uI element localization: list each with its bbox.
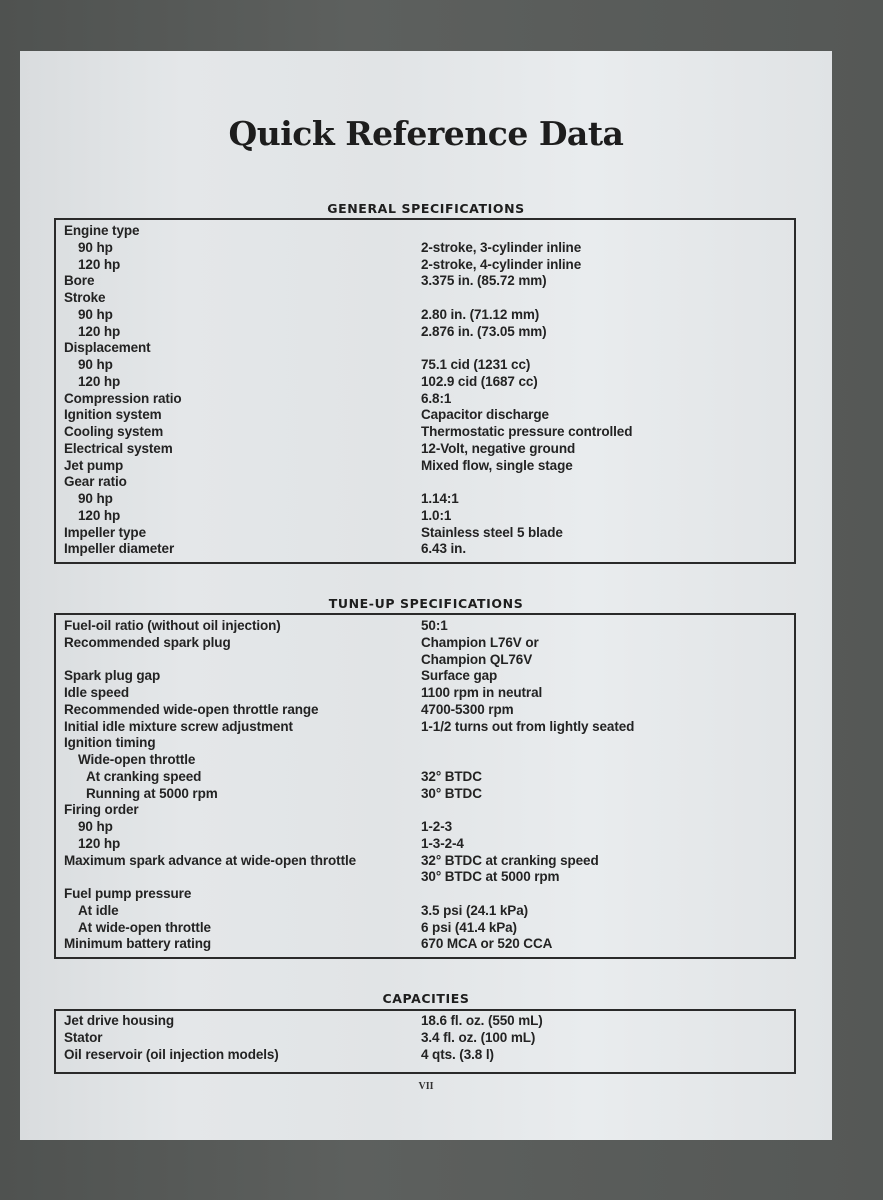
spec-label: 120 hp — [78, 835, 121, 851]
spec-value: 4 qts. (3.8 l) — [421, 1046, 494, 1062]
spec-label: 120 hp — [78, 256, 121, 272]
spec-value: 1-2-3 — [421, 819, 453, 834]
spec-value: 18.6 fl. oz. (550 mL) — [421, 1013, 543, 1028]
spec-label: Idle speed — [64, 685, 130, 700]
spec-value: 1-1/2 turns out from lightly seated — [421, 718, 635, 734]
spec-value: 1.0:1 — [421, 507, 452, 523]
spec-value: Mixed flow, single stage — [421, 457, 573, 473]
spec-value: 1100 rpm in neutral — [421, 685, 543, 700]
spec-label: Fuel pump pressure — [64, 886, 192, 901]
spec-label: Engine type — [64, 223, 140, 238]
general-specifications-table — [54, 218, 796, 564]
spec-value: 4700-5300 rpm — [421, 701, 514, 717]
spec-value: 3.4 fl. oz. (100 mL) — [421, 1029, 536, 1045]
spec-label: Ignition timing — [64, 735, 156, 751]
tune-up-specifications-table — [54, 613, 796, 959]
spec-label: Stator — [64, 1029, 103, 1045]
spec-label: Maximum spark advance at wide-open throttle — [64, 852, 357, 868]
spec-label: Initial idle mixture screw adjustment — [64, 718, 293, 734]
spec-label: Stroke — [64, 290, 106, 305]
spec-label: 90 hp — [78, 239, 113, 255]
spec-label: Minimum battery rating — [64, 936, 212, 952]
spec-value: 2.80 in. (71.12 mm) — [421, 306, 540, 322]
spec-label: Spark plug gap — [64, 668, 161, 684]
spec-value: Champion L76V or — [421, 634, 539, 650]
spec-value: Stainless steel 5 blade — [421, 524, 563, 540]
page-title: Quick Reference Data — [228, 114, 624, 153]
spec-label: At wide-open throttle — [78, 919, 211, 935]
spec-label: 90 hp — [78, 306, 113, 322]
spec-value: 670 MCA or 520 CCA — [421, 936, 553, 952]
spec-value: 50:1 — [421, 618, 448, 633]
spec-label: Jet pump — [64, 457, 124, 473]
spec-value: 3.5 psi (24.1 kPa) — [421, 902, 529, 918]
spec-label: Bore — [64, 273, 95, 289]
spec-value: 1-3-2-4 — [421, 835, 464, 851]
spec-label: Fuel-oil ratio (without oil injection) — [64, 618, 281, 633]
spec-value: Champion QL76V — [421, 651, 533, 667]
capacities-heading: CAPACITIES — [382, 991, 470, 1006]
spec-value: 6 psi (41.4 kPa) — [421, 919, 517, 935]
document-page — [20, 51, 832, 1140]
spec-value: 12-Volt, negative ground — [421, 440, 576, 456]
spec-label: Wide-open throttle — [78, 752, 196, 767]
spec-value: 32° BTDC — [421, 768, 482, 784]
spec-label: 90 hp — [78, 357, 113, 372]
spec-label: Displacement — [64, 340, 151, 356]
spec-value: 2-stroke, 4-cylinder inline — [421, 256, 582, 272]
spec-value: 1.14:1 — [421, 491, 459, 506]
spec-label: Recommended spark plug — [64, 634, 231, 650]
spec-label: Gear ratio — [64, 474, 127, 490]
spec-value: Surface gap — [421, 668, 498, 684]
spec-label: Cooling system — [64, 424, 164, 439]
spec-label: Running at 5000 rpm — [86, 785, 218, 801]
spec-label: Electrical system — [64, 440, 173, 456]
spec-label: Oil reservoir (oil injection models) — [64, 1046, 279, 1062]
spec-value: 2-stroke, 3-cylinder inline — [421, 239, 582, 255]
spec-label: 120 hp — [78, 373, 121, 389]
capacities-table — [54, 1009, 796, 1074]
spec-value: 75.1 cid (1231 cc) — [421, 357, 531, 372]
spec-value: 3.375 in. (85.72 mm) — [421, 273, 547, 289]
spec-value: 6.8:1 — [421, 390, 452, 406]
spec-value: Capacitor discharge — [421, 407, 549, 423]
spec-label: 120 hp — [78, 507, 121, 523]
spec-label: Compression ratio — [64, 390, 182, 406]
spec-label: Recommended wide-open throttle range — [64, 701, 319, 717]
spec-value: 2.876 in. (73.05 mm) — [421, 323, 547, 339]
spec-label: 90 hp — [78, 819, 113, 834]
spec-label: Impeller diameter — [64, 541, 175, 557]
spec-value: 102.9 cid (1687 cc) — [421, 373, 538, 389]
spec-value: Thermostatic pressure controlled — [421, 424, 633, 439]
spec-label: Jet drive housing — [64, 1013, 175, 1028]
general-specifications-heading: GENERAL SPECIFICATIONS — [327, 201, 525, 216]
spec-label: 90 hp — [78, 491, 113, 506]
spec-label: At cranking speed — [86, 768, 202, 784]
spec-label: Firing order — [64, 802, 139, 818]
tune-up-specifications-heading: TUNE-UP SPECIFICATIONS — [328, 596, 524, 611]
spec-label: Impeller type — [64, 524, 146, 540]
spec-value: 30° BTDC — [421, 785, 482, 801]
spec-value: 32° BTDC at cranking speed — [421, 852, 599, 868]
spec-value: 30° BTDC at 5000 rpm — [421, 869, 560, 885]
spec-value: 6.43 in. — [421, 541, 466, 557]
spec-label: At idle — [78, 902, 119, 918]
spec-label: Ignition system — [64, 407, 162, 423]
spec-label: 120 hp — [78, 323, 121, 339]
page-number: VII — [418, 1081, 434, 1092]
